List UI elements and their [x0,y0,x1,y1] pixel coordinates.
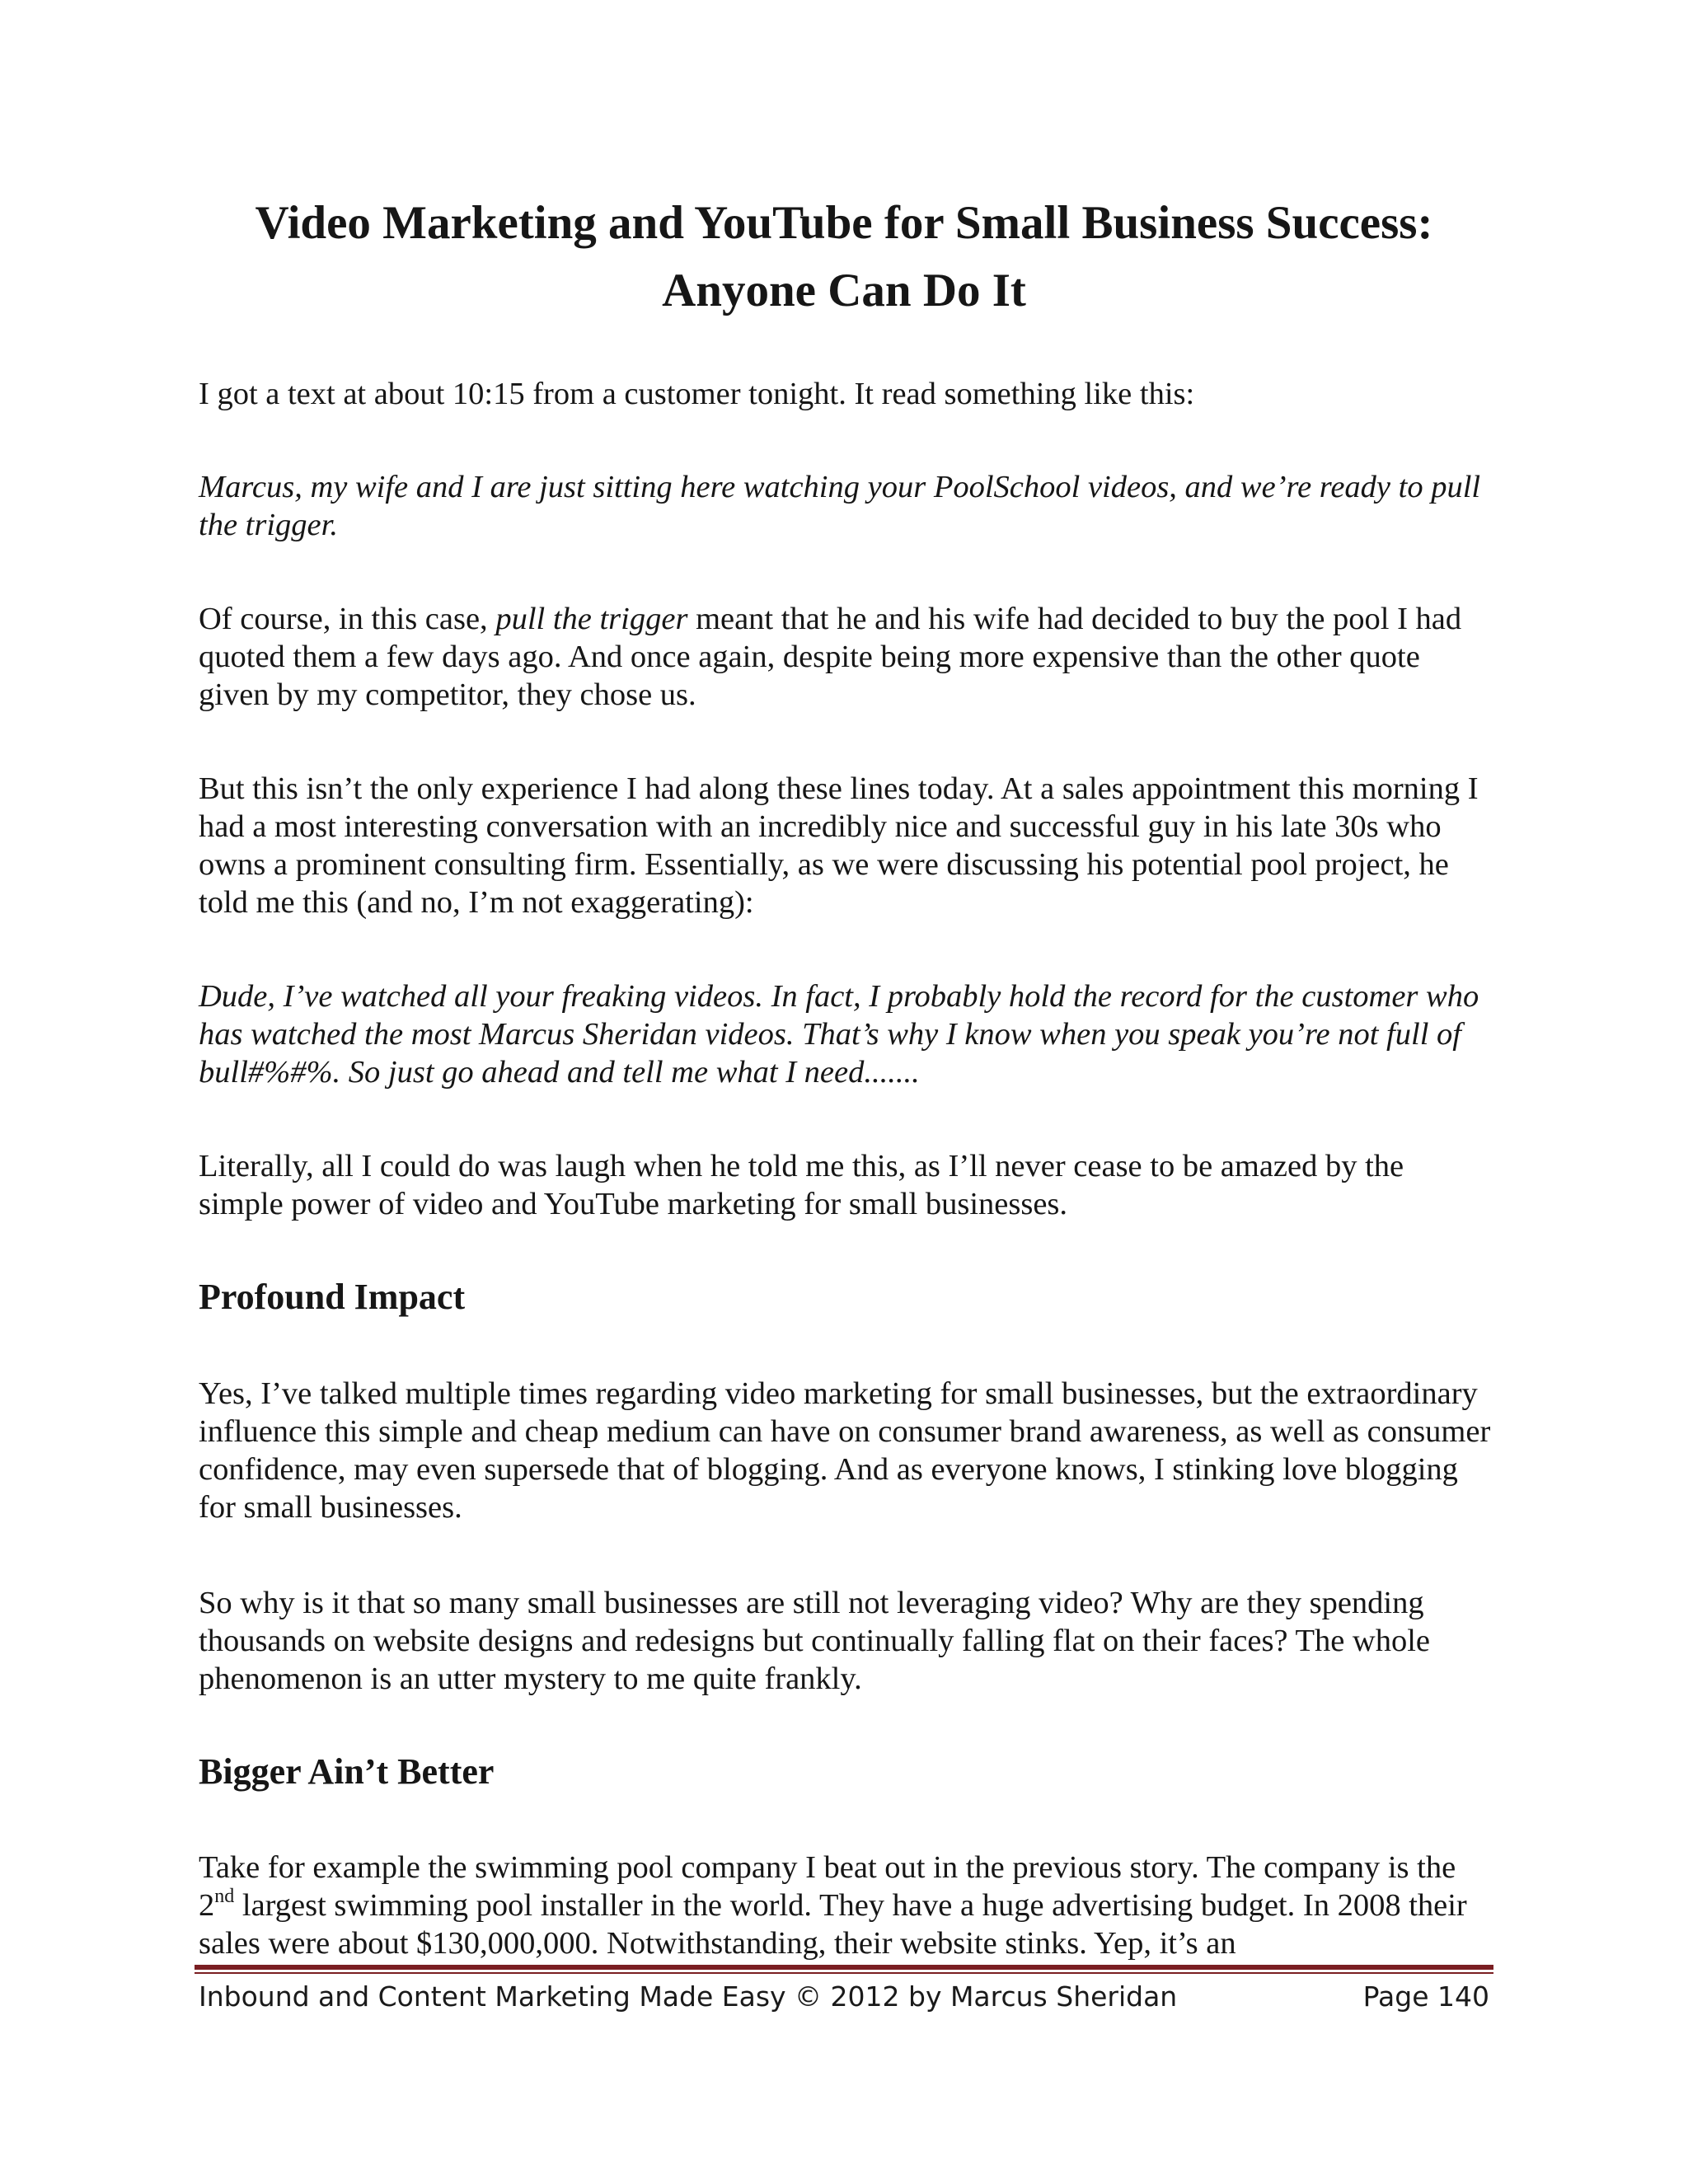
paragraph-text: Of course, in this case, [199,602,496,636]
footer-copyright: Inbound and Content Marketing Made Easy © 2012 by Marcus Sheridan [199,1980,1178,2013]
paragraph-video-influence: Yes, I’ve talked multiple times regarding video marketing for small businesses, but the extraordinary influence this simple and cheap medium can have on consumer brand awareness, as well as consumer confidence, may even supersede that of blogging. And as everyone knows, I stinking love blogging for small businesses. [199,1376,1491,1525]
footer-divider-thick [195,1965,1493,1970]
page-title-line-2: Anyone Can Do It [662,265,1026,316]
heading-bigger-aint-better: Bigger Ain’t Better [199,1751,495,1792]
paragraph-text: Take for example the swimming pool company I beat out in the previous story. The company is the 2 [199,1850,1456,1923]
paragraph-italic-phrase: pull the trigger [495,602,688,636]
footer-page-number: Page 140 [1362,1980,1489,2013]
paragraph-sales-appointment: But this isn’t the only experience I had along these lines today. At a sales appointment this morning I had a most interesting conversation with an incredibly nice and successful guy in his late 30s who owns a prominent consulting firm. Essentially, as we were discussing his potential pool project, he told me this (and no, I’m not exaggerating): [199,771,1479,920]
paragraph-text: largest swimming pool installer in the world. They have a huge advertising budget. In 2008 their sales were about $130,000,000. Notwithstanding, their website stinks. Yep, it’s an [199,1888,1467,1961]
heading-profound-impact: Profound Impact [199,1277,466,1317]
page-title [132,190,1556,325]
paragraph-intro: I got a text at about 10:15 from a customer tonight. It read something like this: [199,377,1195,411]
page-title-line-1: Video Marketing and YouTube for Small Business Success: [255,197,1433,249]
superscript-ordinal: nd [214,1886,235,1907]
paragraph-laugh: Literally, all I could do was laugh when he told me this, as I’ll never cease to be amazed by the simple power of video and YouTube marketing for small businesses. [199,1149,1404,1221]
quote-customer-text: Marcus, my wife and I are just sitting here watching your PoolSchool videos, and we’re ready to pull the trigger. [199,470,1481,542]
paragraph-why-not-video: So why is it that so many small businesses are still not leveraging video? Why are they spending thousands on website designs and redesigns but continually falling flat on their faces? The whole phenomenon is an utter mystery to me quite frankly. [199,1586,1431,1696]
paragraph-text: meant that he and his wife had decided to buy the pool I had quoted them a few days ago. And once again, despite being more expensive than the other quote given by my competitor, they chose us. [199,602,1462,712]
paragraph-pool-company [199,1849,1493,1962]
footer-divider-thin [195,1972,1493,1974]
paragraph-pull-the-trigger [199,600,1493,714]
quote-consultant: Dude, I’ve watched all your freaking videos. In fact, I probably hold the record for the customer who has watched the most Marcus Sheridan videos. That’s why I know when you speak you’re not full of bull#%#%. So just go ahead and tell me what I need....... [199,979,1479,1090]
